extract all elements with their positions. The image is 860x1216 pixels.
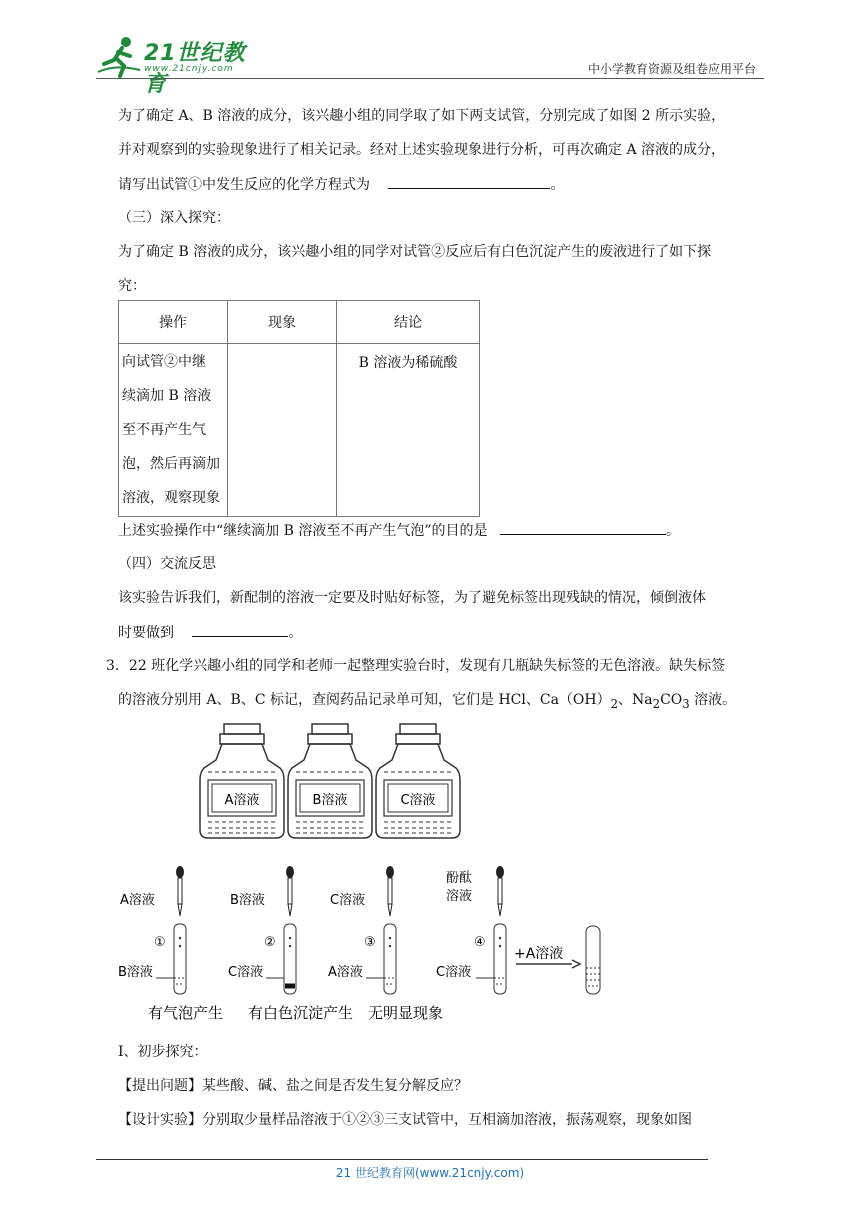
conclusion-cell: B 溶液为稀硫酸	[337, 344, 480, 517]
punctuation: 。	[665, 523, 680, 539]
cell-line: 泡，然后再滴加	[122, 456, 220, 472]
dropper-label: C溶液	[330, 893, 366, 908]
tube-number: ①	[154, 935, 166, 950]
experiment-table	[118, 300, 480, 517]
logo-text: 21世纪教育	[144, 41, 246, 97]
text-line	[118, 622, 302, 643]
text-line: 【提出问题】某些酸、碱、盐之间是否发生复分解反应？	[118, 1078, 468, 1094]
tube-content-label: C溶液	[436, 965, 472, 980]
test-tube-setup	[436, 866, 600, 994]
text-line: 并对观察到的实验现象进行了相关记录。经对上述实验现象进行分析，可再次确定 A 溶液的成分，	[118, 142, 726, 158]
text-run: 的溶液分别用 A、B、C 标记，查阅药品记录单可知，它们是 HCl、Ca（OH）	[118, 692, 611, 708]
table-header: 现象	[228, 301, 337, 344]
text-line: 究：	[118, 278, 146, 294]
header-divider	[96, 78, 764, 79]
bottle-label: A溶液	[224, 793, 260, 808]
bottle-label: B溶液	[312, 793, 348, 808]
punctuation: 。	[288, 625, 303, 641]
text-line	[118, 690, 736, 714]
result-label: 无明显现象	[368, 1004, 444, 1022]
reagent-bottle	[200, 724, 284, 838]
operation-cell	[119, 344, 228, 517]
test-tube-setup	[328, 866, 443, 1022]
answer-blank[interactable]	[388, 174, 550, 189]
text-line: 该实验告诉我们，新配制的溶液一定要及时贴好标签，为了避免标签出现残缺的情况，倾倒液体	[118, 590, 706, 606]
question-text: 上述实验操作中“继续滴加 B 溶液至不再产生气泡”的目的是	[118, 523, 488, 539]
tube-content-label: C溶液	[228, 965, 264, 980]
logo-url: www.21cnjy.com	[144, 64, 234, 74]
tube-number: ④	[474, 935, 486, 950]
text-line: 为了确定 A、B 溶液的成分，该兴趣小组的同学取了如下两支试管，分别完成了如图 2 所示实验，	[118, 108, 726, 124]
phenomenon-cell[interactable]	[228, 344, 337, 517]
text-line	[118, 174, 564, 195]
question-text: 时要做到	[118, 625, 174, 641]
section-heading: （三）深入探究：	[118, 210, 230, 226]
header-platform-name: 中小学教育资源及组卷应用平台	[587, 62, 756, 76]
result-label: 有白色沉淀产生	[248, 1004, 354, 1022]
experiment-figure	[112, 718, 612, 1028]
question-3-line: 3．22 班化学兴趣小组的同学和老师一起整理实验台时，发现有几瓶缺失标签的无色溶液。缺失标签	[106, 658, 726, 674]
dropper-label: A溶液	[120, 893, 155, 908]
subscript: 2	[610, 696, 619, 711]
dropper-label: B溶液	[230, 893, 265, 908]
text-line: Ⅰ、初步探究：	[118, 1044, 208, 1060]
add-reagent-label: +A溶液	[514, 946, 564, 962]
subscript: 3	[682, 696, 690, 711]
site-logo	[96, 34, 266, 97]
cell-line: 续滴加 B 溶液	[122, 388, 212, 404]
table-header: 结论	[337, 301, 480, 344]
subscript: 2	[652, 696, 661, 711]
section-heading: （四）交流反思	[118, 556, 216, 572]
tube-content-label: B溶液	[118, 965, 153, 980]
cell-line: 至不再产生气	[122, 422, 206, 438]
text-run: CO	[660, 692, 683, 708]
table-header: 操作	[119, 301, 228, 344]
bottle-label: C溶液	[400, 793, 436, 808]
question-text: 请写出试管①中发生反应的化学方程式为	[118, 177, 370, 193]
punctuation: 。	[550, 177, 565, 193]
result-label: 有气泡产生	[148, 1004, 224, 1022]
answer-blank[interactable]	[500, 520, 666, 535]
dropper-label: 酚酞	[446, 871, 473, 886]
reagent-bottle	[288, 724, 372, 838]
footer-link[interactable]: 21 世纪教育网(www.21cnjy.com)	[335, 1166, 525, 1180]
test-tube-setup	[118, 866, 223, 1022]
tube-content-label: A溶液	[328, 965, 363, 980]
text-run: 溶液。	[689, 692, 737, 708]
page-header	[96, 30, 764, 97]
text-line: 为了确定 B 溶液的成分，该兴趣小组的同学对试管②反应后有白色沉淀产生的废液进行了如下探	[118, 244, 712, 260]
text-line: 【设计实验】分别取少量样品溶液于①②③三支试管中，互相滴加溶液，振荡观察，现象如图	[118, 1112, 692, 1128]
text-run: 、Na	[618, 692, 653, 708]
reagent-bottle	[376, 724, 460, 838]
test-tube-setup	[228, 866, 353, 1022]
tube-number: ②	[264, 935, 276, 950]
cell-line: 向试管②中继	[122, 354, 206, 370]
dropper-label: 溶液	[446, 889, 473, 904]
answer-blank[interactable]	[192, 622, 288, 637]
runner-icon	[96, 34, 142, 78]
text-line	[118, 520, 680, 541]
footer-divider	[96, 1159, 708, 1160]
cell-line: 溶液，观察现象	[122, 490, 220, 506]
tube-number: ③	[364, 935, 376, 950]
